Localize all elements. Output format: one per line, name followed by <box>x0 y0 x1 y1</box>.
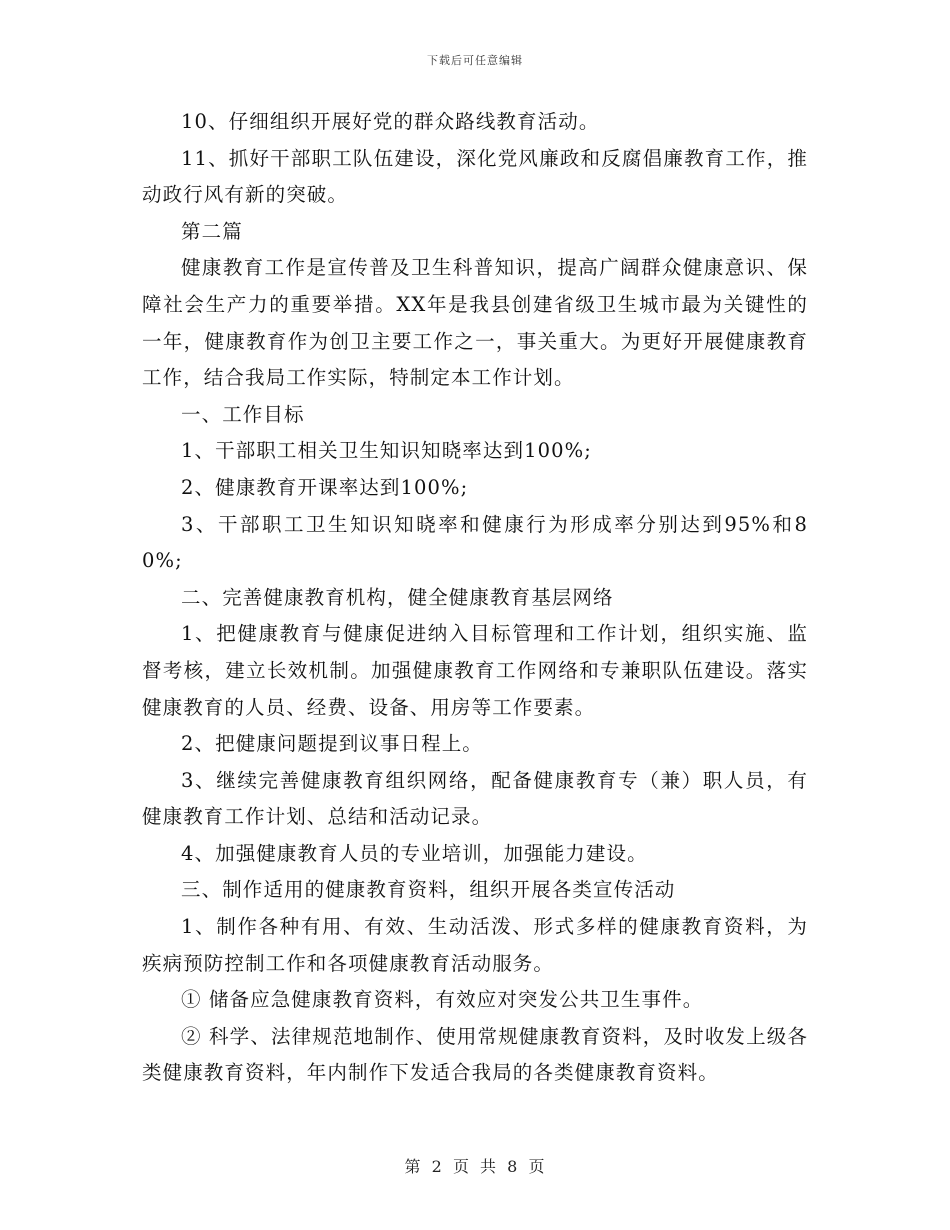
page-footer <box>0 1154 950 1177</box>
list-item: ② 科学、法律规范地制作、使用常规健康教育资料，及时收发上级各类健康教育资料，年内制作下发适合我局的各类健康教育资料。 <box>142 1024 808 1085</box>
section-title: 第二篇 <box>181 219 243 243</box>
list-item: 4、加强健康教育人员的专业培训，加强能力建设。 <box>181 841 648 865</box>
list-item: 3、干部职工卫生知识知晓率和健康行为形成率分别达到95%和80%; <box>142 512 808 573</box>
page-number: 2 <box>431 1157 443 1176</box>
heading: 三、制作适用的健康教育资料，组织开展各类宣传活动 <box>181 878 676 902</box>
list-item: 3、继续完善健康教育组织网络，配备健康教育专（兼）职人员，有健康教育工作计划、总结和活动记录。 <box>142 768 808 829</box>
heading: 一、工作目标 <box>181 402 305 426</box>
footer-total-prefix: 共 <box>480 1157 498 1176</box>
list-item: ① 储备应急健康教育资料，有效应对突发公共卫生事件。 <box>181 988 704 1012</box>
page-total: 8 <box>507 1157 519 1176</box>
list-item: 1、制作各种有用、有效、生动活泼、形式多样的健康教育资料，为疾病预防控制工作和各项健康教育活动服务。 <box>142 915 808 975</box>
list-item: 1、把健康教育与健康促进纳入目标管理和工作计划，组织实施、监督考核，建立长效机制。加强健康教育工作网络和专兼职队伍建设。落实健康教育的人员、经费、设备、用房等工作要素。 <box>142 622 808 719</box>
footer-total-unit: 页 <box>528 1157 546 1176</box>
footer-page-unit: 页 <box>452 1157 470 1176</box>
footer-prefix: 第 <box>404 1157 422 1176</box>
paragraph: 健康教育工作是宣传普及卫生科普知识，提高广阔群众健康意识、保障社会生产力的重要举措。XX年是我县创建省级卫生城市最为关键性的一年，健康教育作为创卫主要工作之一，事关重大。为更好开展健康教育工作，结合我局工作实际，特制定本工作计划。 <box>142 256 808 390</box>
list-item: 2、健康教育开课率达到100%; <box>181 475 469 499</box>
list-item: 1、干部职工相关卫生知识知晓率达到100%; <box>181 439 592 463</box>
page-header: 下载后可任意编辑 <box>427 54 523 67</box>
paragraph: 11、抓好干部职工队伍建设，深化党风廉政和反腐倡廉教育工作，推动政行风有新的突破。 <box>142 146 808 207</box>
paragraph: 10、仔细组织开展好党的群众路线教育活动。 <box>181 110 600 133</box>
heading: 二、完善健康教育机构，健全健康教育基层网络 <box>181 585 614 609</box>
list-item: 2、把健康问题提到议事日程上。 <box>181 732 483 756</box>
document-body <box>142 104 808 1092</box>
